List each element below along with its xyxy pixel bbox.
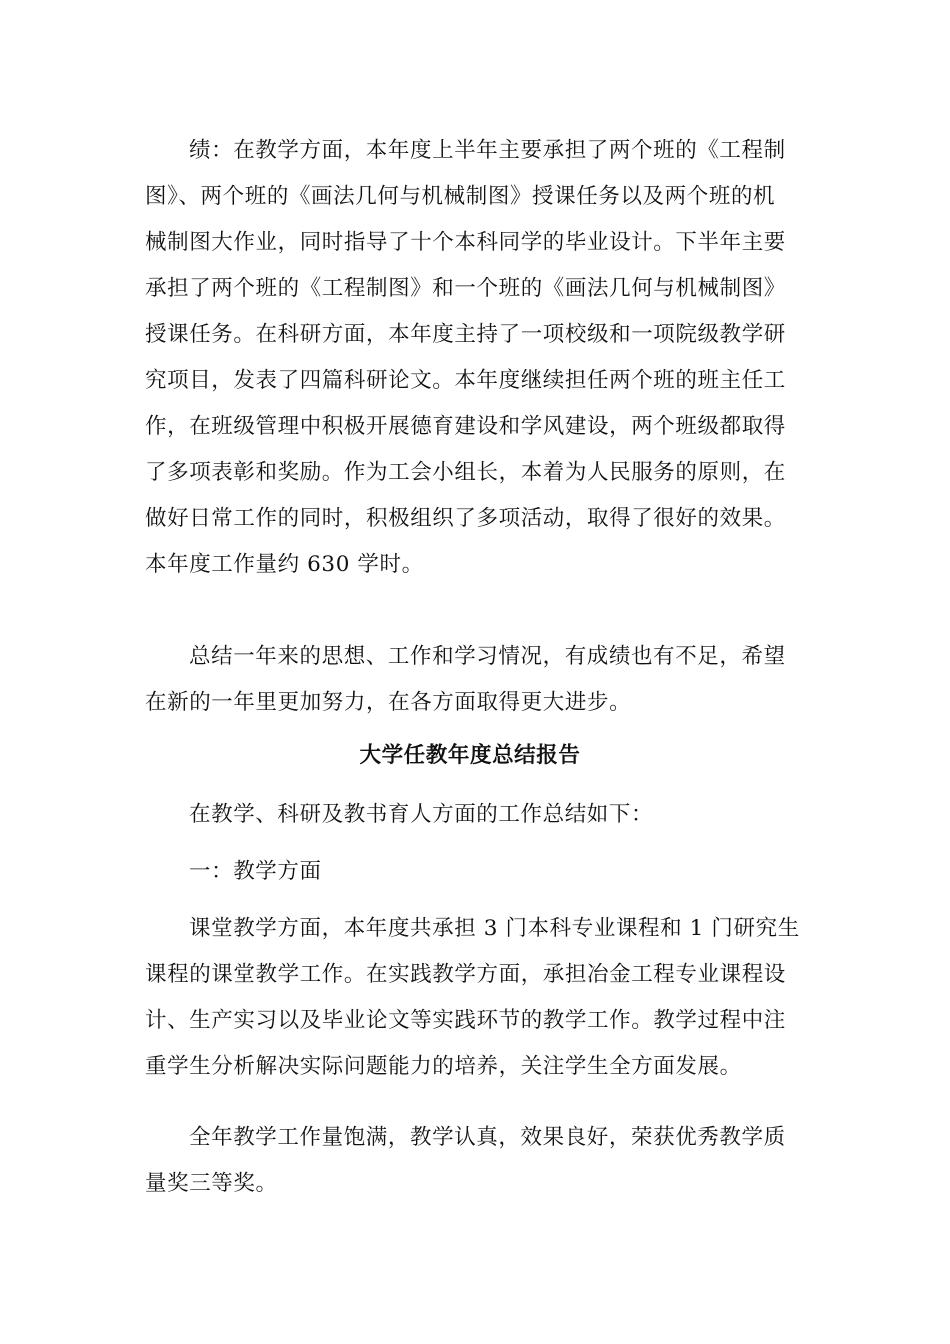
paragraph-work-summary: [145, 128, 795, 588]
text-line: 作，在班级管理中积极开展德育建设和学风建设，两个班级都取得: [145, 414, 786, 439]
text-line: 全年教学工作量饱满，教学认真，效果良好，荣获优秀教学质: [189, 1125, 786, 1150]
text-line: 在新的一年里更加努力，在各方面取得更大进步。: [145, 690, 632, 715]
text-line: 承担了两个班的《工程制图》和一个班的《画法几何与机械制图》: [145, 276, 786, 301]
text-line: 究项目，发表了四篇科研论文。本年度继续担任两个班的班主任工: [145, 368, 786, 393]
report-title: 大学任教年度总结报告: [359, 743, 581, 768]
text-line: 本年度工作量约 630 学时。: [145, 552, 424, 577]
text-line: 量奖三等奖。: [145, 1171, 278, 1196]
text-line: 械制图大作业，同时指导了十个本科同学的毕业设计。下半年主要: [145, 230, 786, 255]
paragraph-classroom-teaching: [145, 906, 800, 1090]
text-line: 图》、两个班的《画法几何与机械制图》授课任务以及两个班的机: [145, 184, 776, 209]
text-line: 一：教学方面: [189, 859, 322, 884]
paragraph-conclusion: [145, 634, 795, 726]
section-heading-teaching: [145, 849, 795, 895]
text-line: 绩：在教学方面，本年度上半年主要承担了两个班的《工程制: [189, 138, 786, 163]
text-line: 课堂教学方面，本年度共承担 3 门本科专业课程和 1 门研究生: [189, 916, 800, 941]
text-line: 计、生产实习以及毕业论文等实践环节的教学工作。教学过程中注: [145, 1008, 786, 1033]
paragraph-workload-award: [145, 1115, 795, 1207]
text-line: 重学生分析解决实际问题能力的培养，关注学生全方面发展。: [145, 1054, 742, 1079]
text-line: 总结一年来的思想、工作和学习情况，有成绩也有不足，希望: [189, 644, 786, 669]
text-line: 课程的课堂教学工作。在实践教学方面，承担冶金工程专业课程设: [145, 962, 786, 987]
text-line: 做好日常工作的同时，积极组织了多项活动，取得了很好的效果。: [145, 506, 786, 531]
paragraph-intro: [145, 792, 795, 838]
text-line: 授课任务。在科研方面，本年度主持了一项校级和一项院级教学研: [145, 322, 786, 347]
text-line: 了多项表彰和奖励。作为工会小组长，本着为人民服务的原则，在: [145, 460, 786, 485]
text-line: 在教学、科研及教书育人方面的工作总结如下：: [189, 802, 654, 827]
